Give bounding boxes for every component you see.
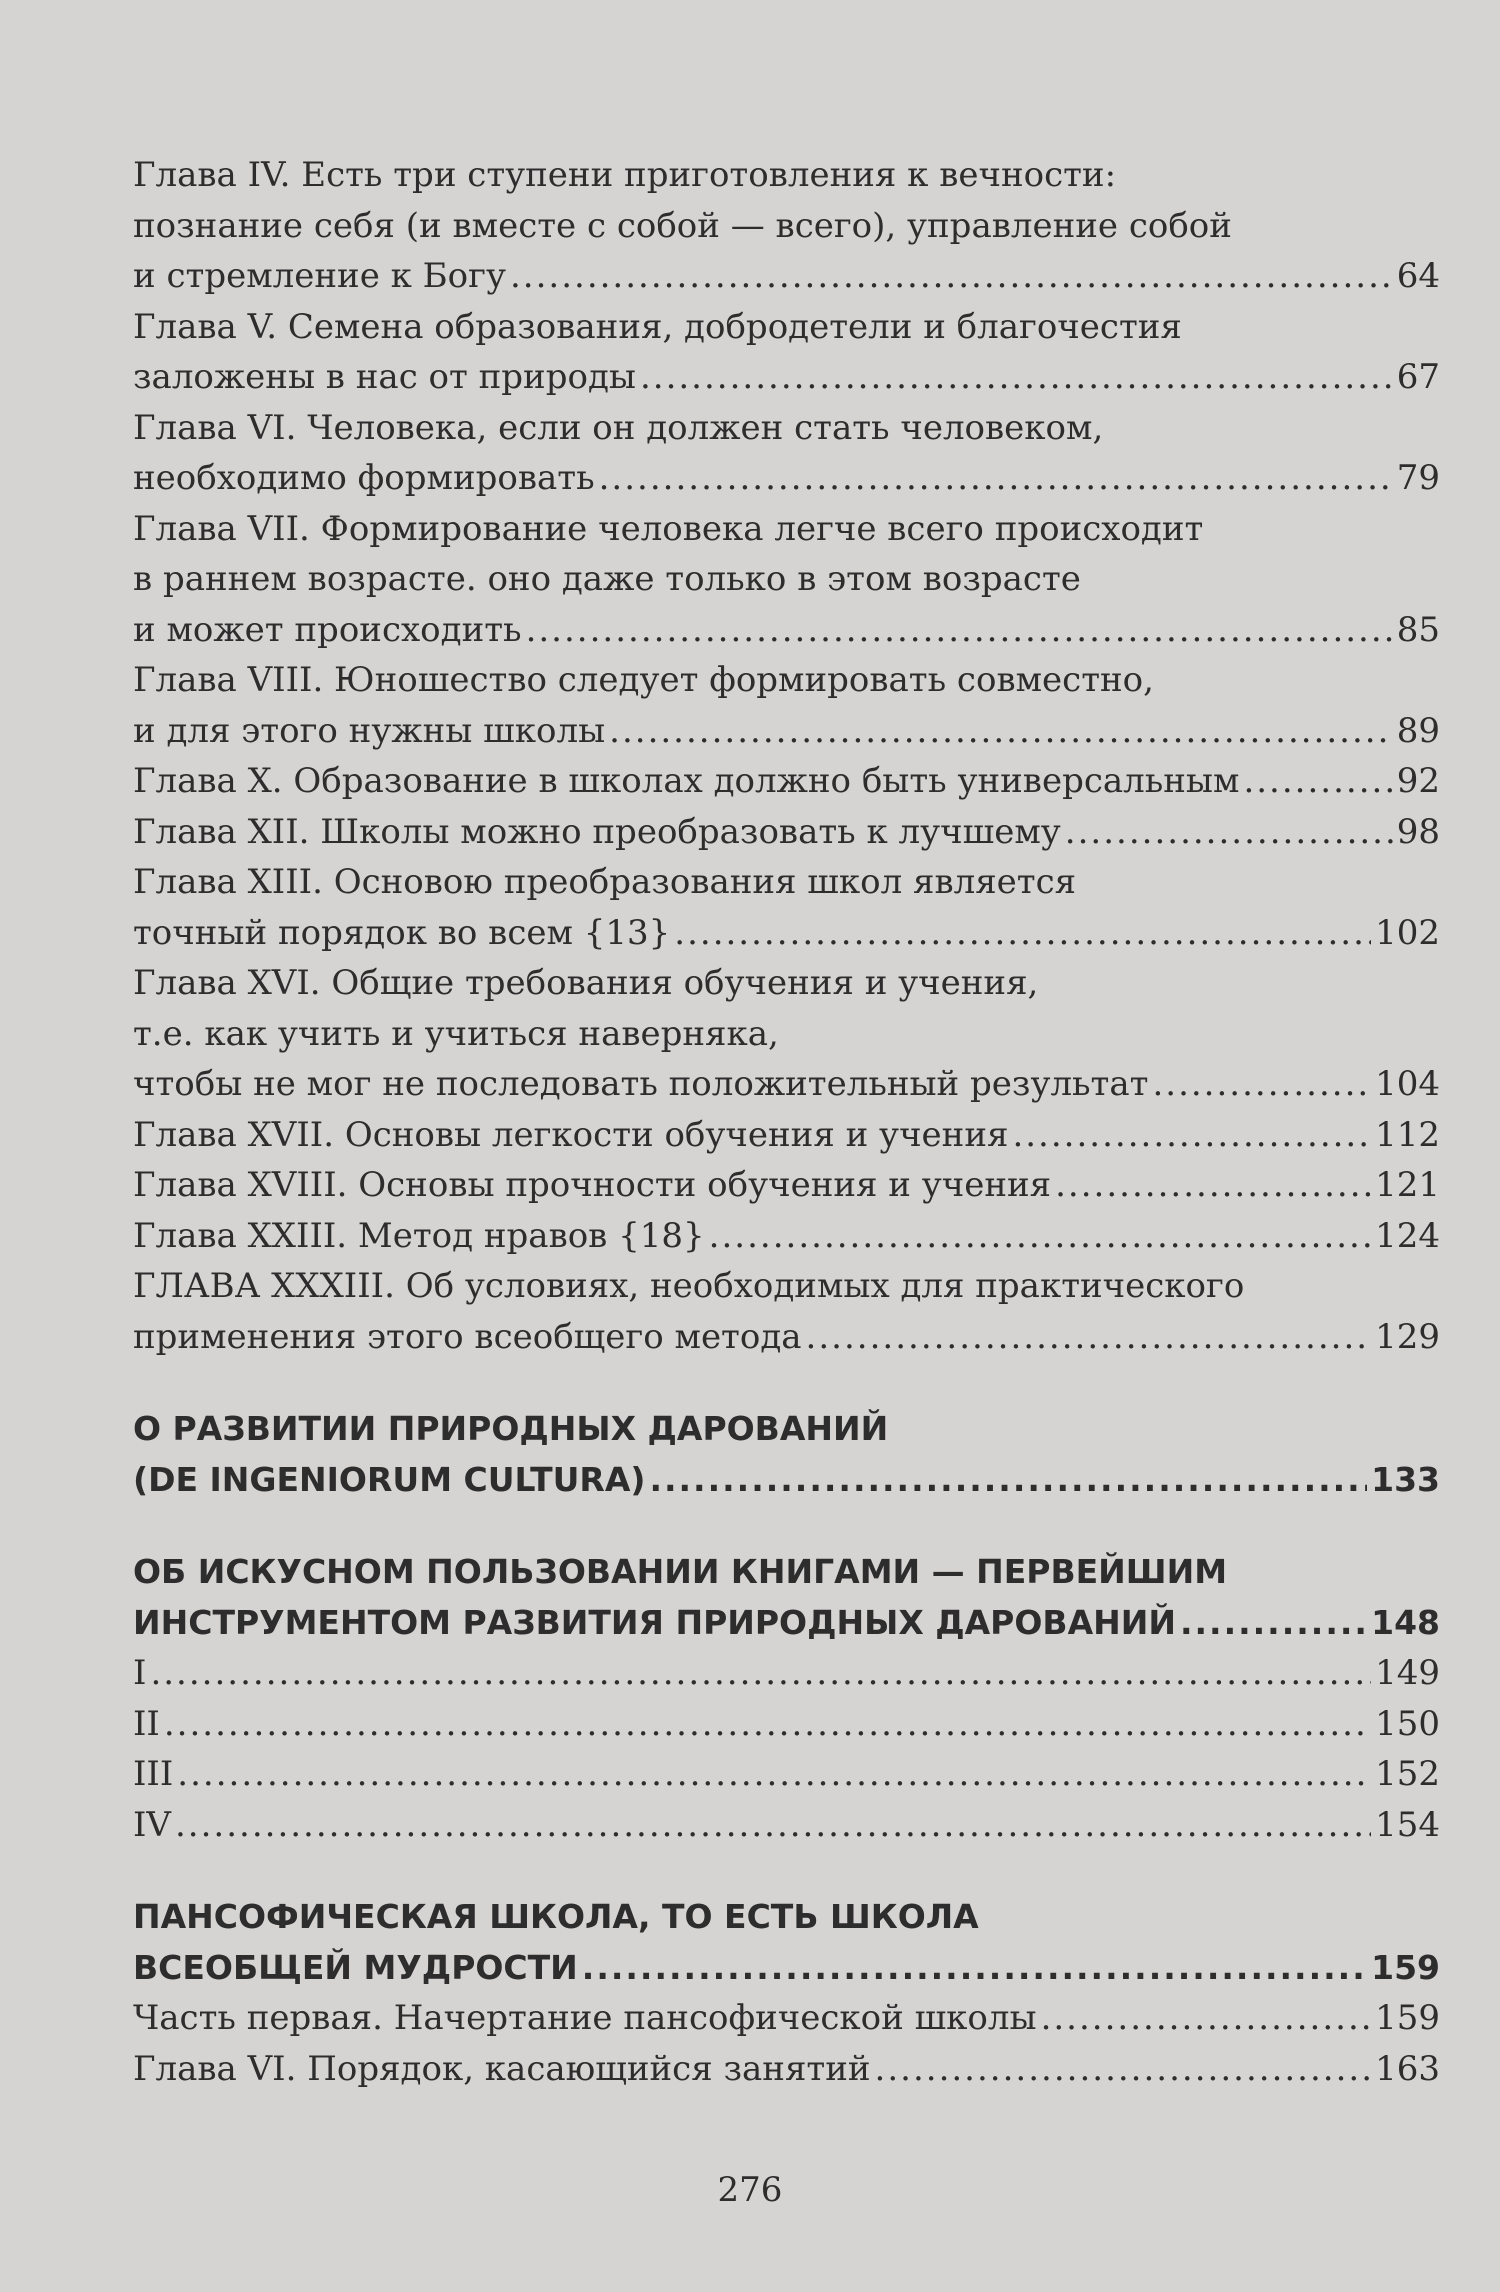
entry-text: Глава VI. Порядок, касающийся занятий: [133, 2048, 871, 2089]
entry-text: Глава IV. Есть три ступени приготовления к вечности:: [133, 155, 1117, 195]
page-number: 148: [1371, 1602, 1440, 1642]
entry-text: III: [133, 1754, 174, 1794]
toc-entry: [133, 302, 1440, 403]
page-number: 98: [1396, 811, 1440, 852]
page-number: 79: [1396, 458, 1440, 498]
page-number: 163: [1375, 2048, 1440, 2089]
entry-text: и для этого нужны школы: [133, 710, 606, 751]
page-number: 104: [1375, 1064, 1440, 1104]
toc-entry: [133, 150, 1440, 302]
dot-leader: [649, 1455, 1367, 1506]
entry-text: II: [133, 1703, 160, 1744]
dot-leader: [609, 706, 1393, 757]
section-heading: ОБ ИСКУСНОМ ПОЛЬЗОВАНИИ КНИГАМИ — ПЕРВЕЙШИМ: [133, 1552, 1228, 1591]
dot-leader: [1041, 1993, 1372, 2044]
entry-text: Глава XXIII. Метод нравов {18}: [133, 1215, 705, 1256]
entry-text: Глава XII. Школы можно преобразовать к лучшему: [133, 811, 1061, 852]
entry-text: I: [133, 1653, 147, 1693]
page-number: 150: [1375, 1703, 1440, 1744]
toc-entry: [133, 857, 1440, 958]
page-number: 89: [1396, 710, 1440, 751]
toc-entry: [133, 403, 1440, 504]
page-number: 102: [1375, 912, 1440, 953]
page-number: 124: [1375, 1215, 1440, 1256]
page-number: 154: [1375, 1804, 1440, 1845]
dot-leader: [1243, 756, 1392, 807]
page-number: 129: [1375, 1316, 1440, 1357]
toc-section: [133, 1404, 1440, 1505]
toc-entry: [133, 756, 1440, 807]
entry-text: Глава XIII. Основою преобразования школ является: [133, 862, 1077, 902]
entry-text: ГЛАВА XXXIII. Об условиях, необходимых для практического: [133, 1266, 1245, 1306]
toc-entry: [133, 1211, 1440, 1262]
entry-text: Глава X. Образование в школах должно быть универсальным: [133, 761, 1240, 801]
entry-text: и может происходить: [133, 609, 522, 650]
section-heading: ВСЕОБЩЕЙ МУДРОСТИ: [133, 1947, 578, 1987]
dot-leader: [875, 2044, 1372, 2095]
page-number: 159: [1371, 1947, 1440, 1987]
toc-subentry: [133, 1993, 1440, 2094]
dot-leader: [1055, 1160, 1371, 1211]
dot-leader: [1012, 1110, 1371, 1161]
page-number: 133: [1371, 1459, 1440, 1499]
toc-entry: [133, 1160, 1440, 1211]
section-heading: О РАЗВИТИИ ПРИРОДНЫХ ДАРОВАНИЙ: [133, 1409, 889, 1448]
section-heading: ИНСТРУМЕНТОМ РАЗВИТИЯ ПРИРОДНЫХ ДАРОВАНИЙ: [133, 1602, 1176, 1642]
dot-leader: [150, 1648, 1371, 1699]
page-number: 152: [1375, 1754, 1440, 1794]
dot-leader: [1180, 1598, 1367, 1649]
toc-section: [133, 1892, 1440, 1993]
entry-text: Глава VII. Формирование человека легче всего происходит: [133, 508, 1204, 549]
dot-leader: [526, 605, 1393, 656]
dot-leader: [806, 1312, 1372, 1363]
page-number: 121: [1375, 1165, 1440, 1205]
page-number: 149: [1375, 1653, 1440, 1693]
toc-subentry: [133, 1648, 1440, 1850]
entry-text: познание себя (и вместе с собой — всего), управление собой: [133, 205, 1232, 246]
entry-text: Глава XVI. Общие требования обучения и учения,: [133, 963, 1039, 1003]
dot-leader: [582, 1943, 1367, 1994]
dot-leader: [175, 1800, 1371, 1851]
entry-text: заложены в нас от природы: [133, 357, 636, 397]
dot-leader: [510, 251, 1393, 302]
page-number: 64: [1396, 256, 1440, 296]
toc-entry: [133, 504, 1440, 656]
section-heading: (DE INGENIORUM CULTURA): [133, 1459, 646, 1499]
page-number: 67: [1396, 357, 1440, 397]
dot-leader: [1065, 807, 1393, 858]
dot-leader: [674, 908, 1371, 959]
page-number: 112: [1375, 1114, 1440, 1155]
dot-leader: [640, 352, 1393, 403]
dot-leader: [599, 453, 1393, 504]
entry-text: Глава XVIII. Основы прочности обучения и учения: [133, 1165, 1052, 1205]
dot-leader: [164, 1699, 1371, 1750]
dot-leader: [709, 1211, 1371, 1262]
toc-entry: [133, 1110, 1440, 1161]
entry-text: необходимо формировать: [133, 458, 595, 498]
entry-text: чтобы не мог не последовать положительный результат: [133, 1064, 1149, 1104]
dot-leader: [177, 1749, 1371, 1800]
toc-entry: [133, 807, 1440, 858]
table-of-contents: [133, 150, 1440, 2094]
page-number: 159: [1375, 1998, 1440, 2038]
entry-text: т.е. как учить и учиться наверняка,: [133, 1013, 779, 1054]
toc-entry: [133, 655, 1440, 756]
entry-text: Глава V. Семена образования, добродетели и благочестия: [133, 306, 1182, 347]
entry-text: и стремление к Богу: [133, 256, 506, 296]
entry-text: IV: [133, 1804, 171, 1845]
section-heading: ПАНСОФИЧЕСКАЯ ШКОЛА, ТО ЕСТЬ ШКОЛА: [133, 1897, 979, 1936]
toc-section: [133, 1547, 1440, 1648]
entry-text: Глава XVII. Основы легкости обучения и учения: [133, 1114, 1009, 1155]
dot-leader: [1152, 1059, 1371, 1110]
page-folio: 276: [717, 2170, 783, 2210]
toc-entry: [133, 958, 1440, 1110]
page-number: 92: [1396, 761, 1440, 801]
entry-text: точный порядок во всем {13}: [133, 912, 671, 953]
page-number: 85: [1396, 609, 1440, 650]
entry-text: применения этого всеобщего метода: [133, 1316, 802, 1357]
entry-text: в раннем возрасте. оно даже только в этом возрасте: [133, 559, 1081, 599]
toc-entry: [133, 1261, 1440, 1362]
entry-text: Часть первая. Начертание пансофической школы: [133, 1998, 1037, 2038]
entry-text: Глава VI. Человека, если он должен стать человеком,: [133, 407, 1104, 448]
entry-text: Глава VIII. Юношество следует формировать совместно,: [133, 660, 1154, 700]
